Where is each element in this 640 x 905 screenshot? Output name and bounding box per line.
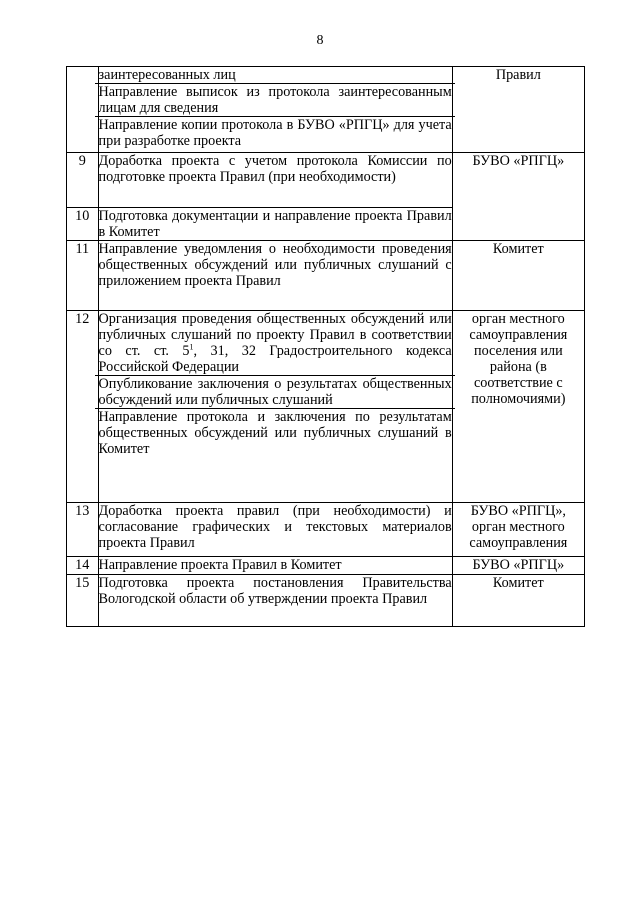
task-cell	[98, 557, 452, 575]
task-item: Направление копии протокола в БУВО «РПГЦ» для учета при разработке проекта	[95, 116, 455, 149]
superscript: 1	[189, 342, 194, 352]
task-cell	[98, 67, 452, 153]
responsible-cell: БУВО «РПГЦ»	[452, 153, 584, 241]
responsible-cell: Комитет	[452, 575, 584, 627]
task-cell	[98, 241, 452, 311]
row-number	[67, 67, 99, 153]
responsible-cell: Правил	[452, 67, 584, 153]
task-item: Направление проекта Правил в Комитет	[98, 557, 342, 573]
table-row	[67, 503, 585, 557]
row-number: 14	[67, 557, 99, 575]
row-number: 12	[67, 311, 99, 503]
task-item	[95, 311, 455, 375]
task-cell	[98, 153, 452, 208]
task-item: Направление уведомления о необходимости проведения общественных обсуждений или публичных слушаний с приложением проекта Правил	[98, 241, 452, 289]
table-row	[67, 67, 585, 153]
row-number: 9	[67, 153, 99, 208]
row-number: 15	[67, 575, 99, 627]
task-item: заинтересованных лиц	[98, 67, 236, 83]
task-item: Доработка проекта с учетом протокола Комиссии по подготовке проекта Правил (при необходимости)	[98, 153, 452, 185]
responsible-cell: БУВО «РПГЦ»	[452, 557, 584, 575]
responsible-cell: орган местного самоуправления поселения или района (в соответствие с полномочиями)	[452, 311, 584, 503]
task-cell	[98, 575, 452, 627]
task-cell	[98, 311, 452, 503]
task-item: Направление выписок из протокола заинтересованным лицам для сведения	[95, 83, 455, 116]
table-row	[67, 311, 585, 503]
responsible-cell: БУВО «РПГЦ», орган местного самоуправления	[452, 503, 584, 557]
table-row	[67, 153, 585, 208]
responsible-cell: Комитет	[452, 241, 584, 311]
task-item: Подготовка документации и направление проекта Правил в Комитет	[98, 208, 452, 240]
task-text: Организация проведения общественных обсуждений или публичных слушаний по проекту Правил в соответствии со ст. ст. 5	[98, 311, 452, 359]
task-item: Опубликование заключения о результатах общественных обсуждений или публичных слушаний	[95, 375, 455, 408]
row-number: 11	[67, 241, 99, 311]
row-number: 13	[67, 503, 99, 557]
task-text: , 31, 32 Градостроительного кодекса Российской Федерации	[98, 343, 452, 375]
task-item: Подготовка проекта постановления Правительства Вологодской области об утверждении проекта Правил	[98, 575, 452, 607]
task-item: Доработка проекта правил (при необходимости) и согласование графических и текстовых материалов проекта Правил	[98, 503, 452, 551]
procedure-table	[66, 66, 585, 627]
task-item: Направление протокола и заключения по результатам общественных обсуждений или публичных слушаний в Комитет	[95, 408, 455, 457]
table-row	[67, 557, 585, 575]
page-number: 8	[316, 33, 324, 48]
task-cell	[98, 208, 452, 241]
table-row	[67, 575, 585, 627]
row-number: 10	[67, 208, 99, 241]
table-row	[67, 241, 585, 311]
task-cell	[98, 503, 452, 557]
